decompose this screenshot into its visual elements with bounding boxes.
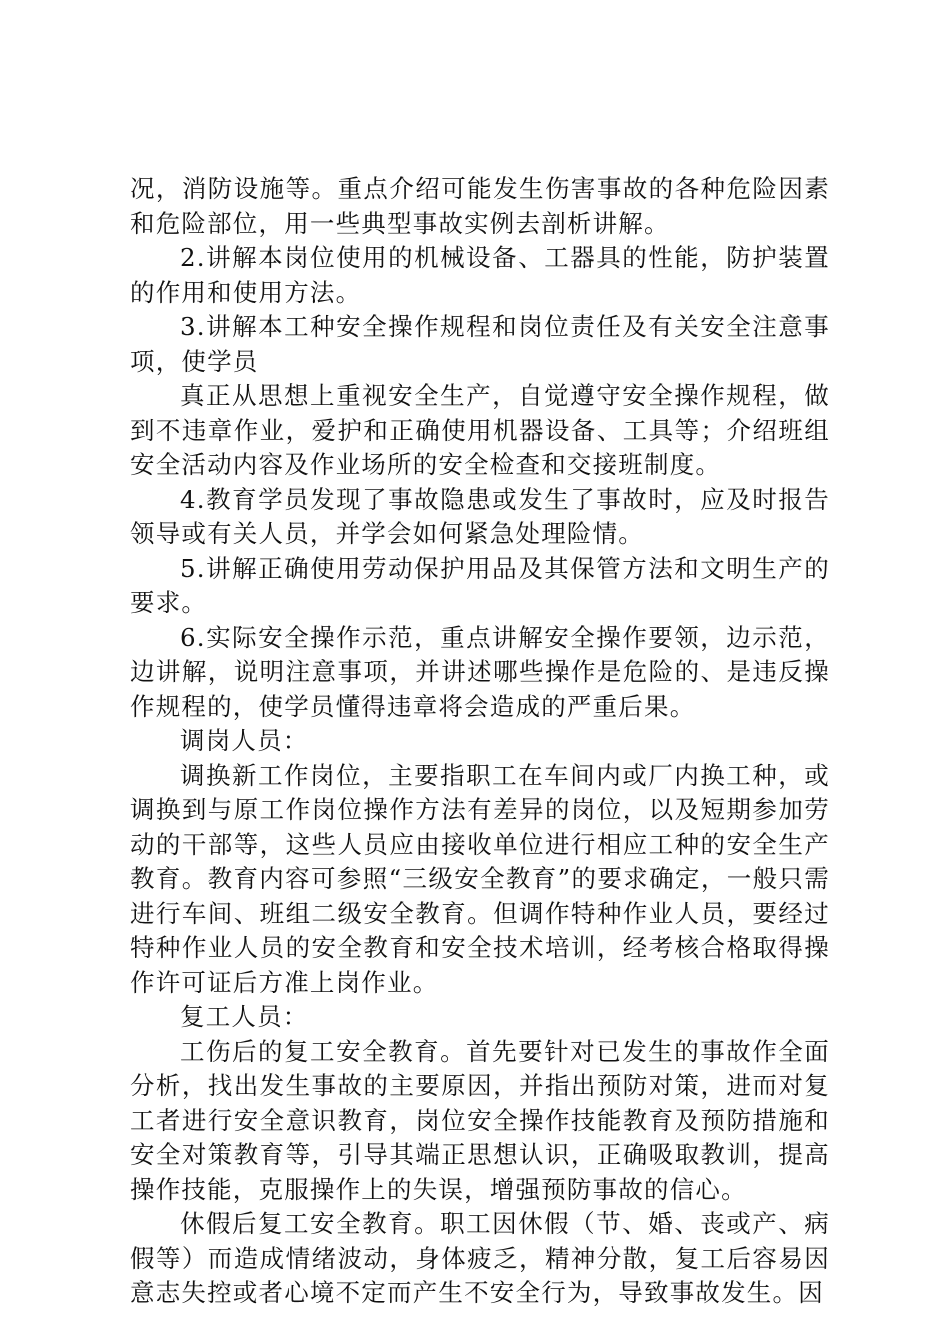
- paragraph-item-3: 3.讲解本工种安全操作规程和岗位责任及有关安全注意事项，使学员: [130, 312, 830, 376]
- document-body: [130, 172, 830, 1311]
- paragraph-item-3-continuation: 真正从思想上重视安全生产，自觉遵守安全操作规程，做到不违章作业，爱护和正确使用机器设备、工具等；介绍班组安全活动内容及作业场所的安全检查和交接班制度。: [130, 381, 830, 479]
- paragraph-item-6: 6.实际安全操作示范，重点讲解安全操作要领，边示范，边讲解，说明注意事项，并讲述哪些操作是危险的、是违反操作规程的，使学员懂得违章将会造成的严重后果。: [130, 622, 830, 721]
- paragraph-leave-return: 休假后复工安全教育。职工因休假（节、婚、丧或产、病假等）而造成情绪波动，身体疲乏，精神分散，复工后容易因意志失控或者心境不定而产生不安全行为，导致事故发生。因: [130, 1209, 830, 1307]
- paragraph-item-4: 4.教育学员发现了事故隐患或发生了事故时，应及时报告领导或有关人员，并学会如何紧急处理险情。: [130, 484, 830, 548]
- heading-transfer-staff: 调岗人员：: [180, 726, 309, 755]
- paragraph-transfer-staff: 调换新工作岗位，主要指职工在车间内或厂内换工种，或调换到与原工作岗位操作方法有差异的岗位，以及短期参加劳动的干部等，这些人员应由接收单位进行相应工种的安全生产教育。教育内容可参照“三级安全教育”的要求确定，一般只需进行车间、班组二级安全教育。但调作特种作业人员，要经过特种作业人员的安全教育和安全技术培训，经考核合格取得操作许可证后方准上岗作业。: [130, 760, 830, 997]
- paragraph-item-5: 5.讲解正确使用劳动保护用品及其保管方法和文明生产的要求。: [130, 553, 830, 617]
- heading-returning-staff: 复工人员：: [180, 1002, 309, 1031]
- paragraph-intro-continuation: 况，消防设施等。重点介绍可能发生伤害事故的各种危险因素和危险部位，用一些典型事故实例去剖析讲解。: [130, 174, 830, 238]
- paragraph-item-2: 2.讲解本岗位使用的机械设备、工器具的性能，防护装置的作用和使用方法。: [130, 243, 830, 307]
- paragraph-injury-return: 工伤后的复工安全教育。首先要针对已发生的事故作全面分析，找出发生事故的主要原因，并指出预防对策，进而对复工者进行安全意识教育，岗位安全操作技能教育及预防措施和安全对策教育等，引导其端正思想认识，正确吸取教训，提高操作技能，克服操作上的失误，增强预防事故的信心。: [130, 1036, 830, 1204]
